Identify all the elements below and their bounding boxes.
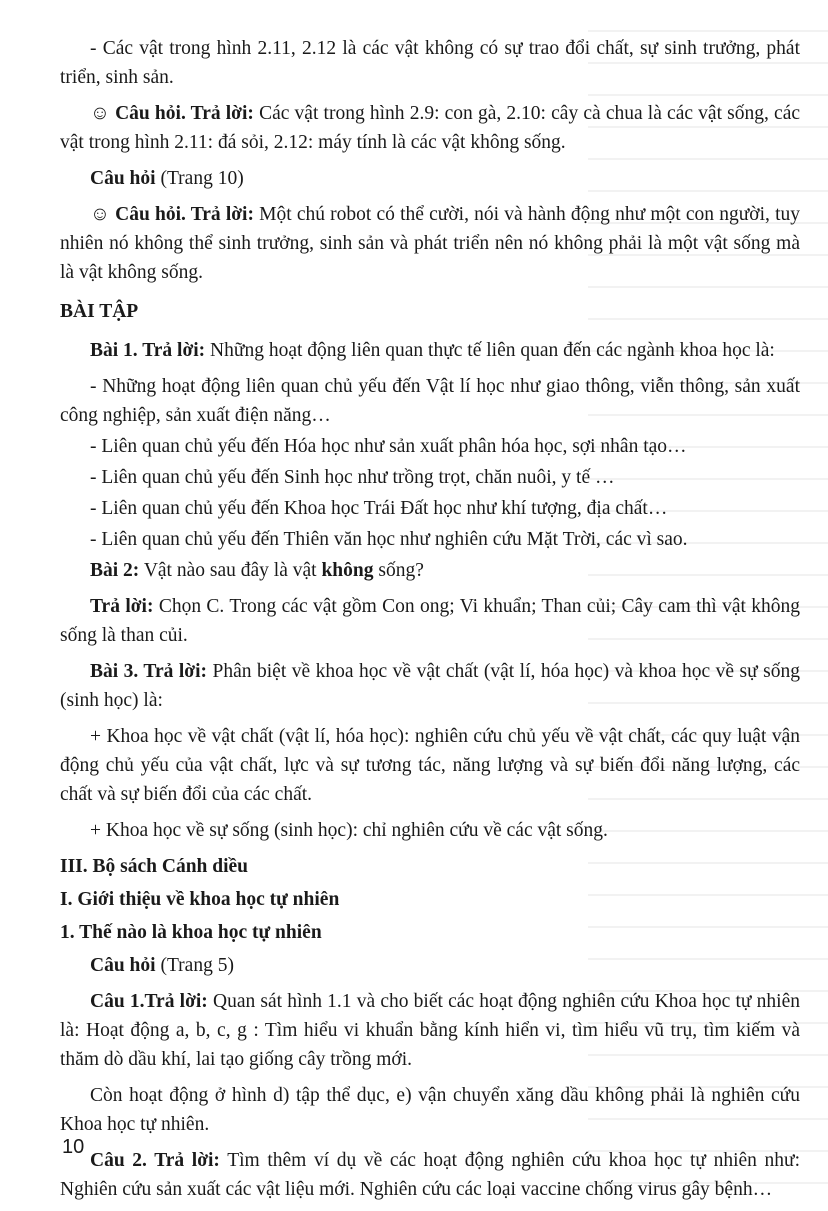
paragraph-nonliving-examples	[60, 34, 800, 92]
list-item-biology	[60, 463, 800, 492]
question-label: Câu hỏi	[90, 955, 156, 976]
list-item-text: - Liên quan chủ yếu đến Hóa học như sản xuất phân hóa học, sợi nhân tạo…	[90, 436, 687, 457]
section-heading-intro-natural-science: I. Giới thiệu về khoa học tự nhiên	[60, 889, 340, 910]
list-item-text: + Khoa học về sự sống (sinh học): chỉ nghiên cứu về các vật sống.	[90, 820, 608, 841]
section-heading-canh-dieu: III. Bộ sách Cánh diều	[60, 856, 249, 877]
list-item-text: - Liên quan chủ yếu đến Khoa học Trái Đất học như khí tượng, địa chất…	[90, 498, 668, 519]
list-item-matter-science	[60, 722, 800, 809]
answer-text: Quan sát hình 1.1 và cho biết các hoạt động nghiên cứu Khoa học tự nhiên là: Hoạt động a, b, c, g : Tìm hiểu vi khuẩn bằng kính hiển vi, tìm hiểu vũ trụ, tìm kiếm và thăm dò dầu khí, lai tạo giống cây trồng mới.	[60, 991, 800, 1070]
exercise-text: Những hoạt động liên quan thực tế liên quan đến các ngành khoa học là:	[205, 340, 775, 361]
exercise-lead: Bài 1. Trả lời:	[90, 340, 206, 361]
exercise-lead: Bài 2:	[90, 560, 140, 581]
exercise-lead: Bài 3. Trả lời:	[90, 661, 208, 682]
answer-text: Tìm thêm ví dụ về các hoạt động nghiên cứu khoa học tự nhiên như: Nghiên cứu sản xuất các vật liệu mới. Nghiên cứu các loại vaccine chống virus gây bệnh…	[60, 1150, 800, 1200]
list-item-physics	[60, 372, 800, 430]
exercise-3-answer	[60, 657, 800, 715]
answer-text: Các vật trong hình 2.9: con gà, 2.10: cây cà chua là các vật sống, các vật trong hình 2.11: đá sỏi, 2.12: máy tính là các vật không sống.	[60, 103, 801, 153]
question-heading-page-5	[60, 951, 800, 980]
question-2-answer	[60, 1146, 800, 1204]
exercise-text-pre: Vật nào sau đây là vật	[139, 560, 322, 581]
section-heading-exercises: BÀI TẬP	[60, 301, 139, 322]
answer-living-nonliving	[60, 99, 800, 157]
question-heading-page-10	[60, 164, 800, 193]
exercise-text-post: sống?	[373, 560, 424, 581]
paragraph-text: Còn hoạt động ở hình d) tập thể dục, e) vận chuyển xăng dầu không phải là nghiên cứu Khoa học tự nhiên.	[60, 1085, 800, 1135]
list-item-text: - Liên quan chủ yếu đến Thiên văn học như nghiên cứu Mặt Trời, các vì sao.	[90, 529, 688, 550]
list-item-text: - Liên quan chủ yếu đến Sinh học như trồng trọt, chăn nuôi, y tế …	[90, 467, 615, 488]
section-heading-what-is-natural-science: 1. Thế nào là khoa học tự nhiên	[60, 922, 322, 943]
paragraph-text: - Các vật trong hình 2.11, 2.12 là các vật không có sự trao đổi chất, sự sinh trưởng, phát triển, sinh sản.	[60, 38, 800, 88]
paragraph-not-natural-science	[60, 1081, 800, 1139]
list-item-astronomy	[60, 525, 800, 554]
answer-lead: Câu 2. Trả lời:	[90, 1150, 220, 1171]
answer-lead: Câu 1.Trả lời:	[90, 991, 208, 1012]
answer-lead: Trả lời:	[90, 596, 154, 617]
answer-text: Chọn C. Trong các vật gồm Con ong; Vi khuẩn; Than củi; Cây cam thì vật không sống là than củi.	[60, 596, 800, 646]
list-item-earth-science	[60, 494, 800, 523]
answer-lead: Câu hỏi. Trả lời:	[115, 204, 254, 225]
exercise-2-answer	[60, 592, 800, 650]
question-page-ref: (Trang 10)	[155, 168, 244, 189]
page-number: 10	[62, 1136, 85, 1158]
question-1-answer	[60, 987, 800, 1074]
list-item-text: + Khoa học về vật chất (vật lí, hóa học): nghiên cứu chủ yếu về vật chất, các quy luật vận động chủ yếu của vật chất, lực và sự tương tác, năng lượng và sự biến đổi năng lượng, các chất và sự biến đổi của các chất.	[60, 726, 800, 805]
list-item-chemistry	[60, 432, 800, 461]
answer-robot	[60, 200, 800, 287]
exercise-text-emphasis: không	[321, 560, 374, 581]
exercise-text: Phân biệt về khoa học về vật chất (vật lí, hóa học) và khoa học về sự sống (sinh học) là:	[60, 661, 800, 711]
page-body	[60, 34, 800, 1211]
smiley-icon: ☺	[90, 204, 110, 225]
list-item-life-science	[60, 816, 800, 845]
exercise-1-answer	[60, 336, 800, 365]
question-page-ref: (Trang 5)	[155, 955, 234, 976]
answer-text: Một chú robot có thể cười, nói và hành động như một con người, tuy nhiên nó không thể sinh trưởng, sinh sản và phát triển nên nó không phải là một vật sống mà là vật không sống.	[60, 204, 800, 283]
smiley-icon: ☺	[90, 103, 110, 124]
question-label: Câu hỏi	[90, 168, 156, 189]
list-item-text: - Những hoạt động liên quan chủ yếu đến Vật lí học như giao thông, viễn thông, sản xuất công nghiệp, sản xuất điện năng…	[60, 376, 800, 426]
exercise-2-question	[60, 556, 800, 585]
answer-lead: Câu hỏi. Trả lời:	[115, 103, 254, 124]
